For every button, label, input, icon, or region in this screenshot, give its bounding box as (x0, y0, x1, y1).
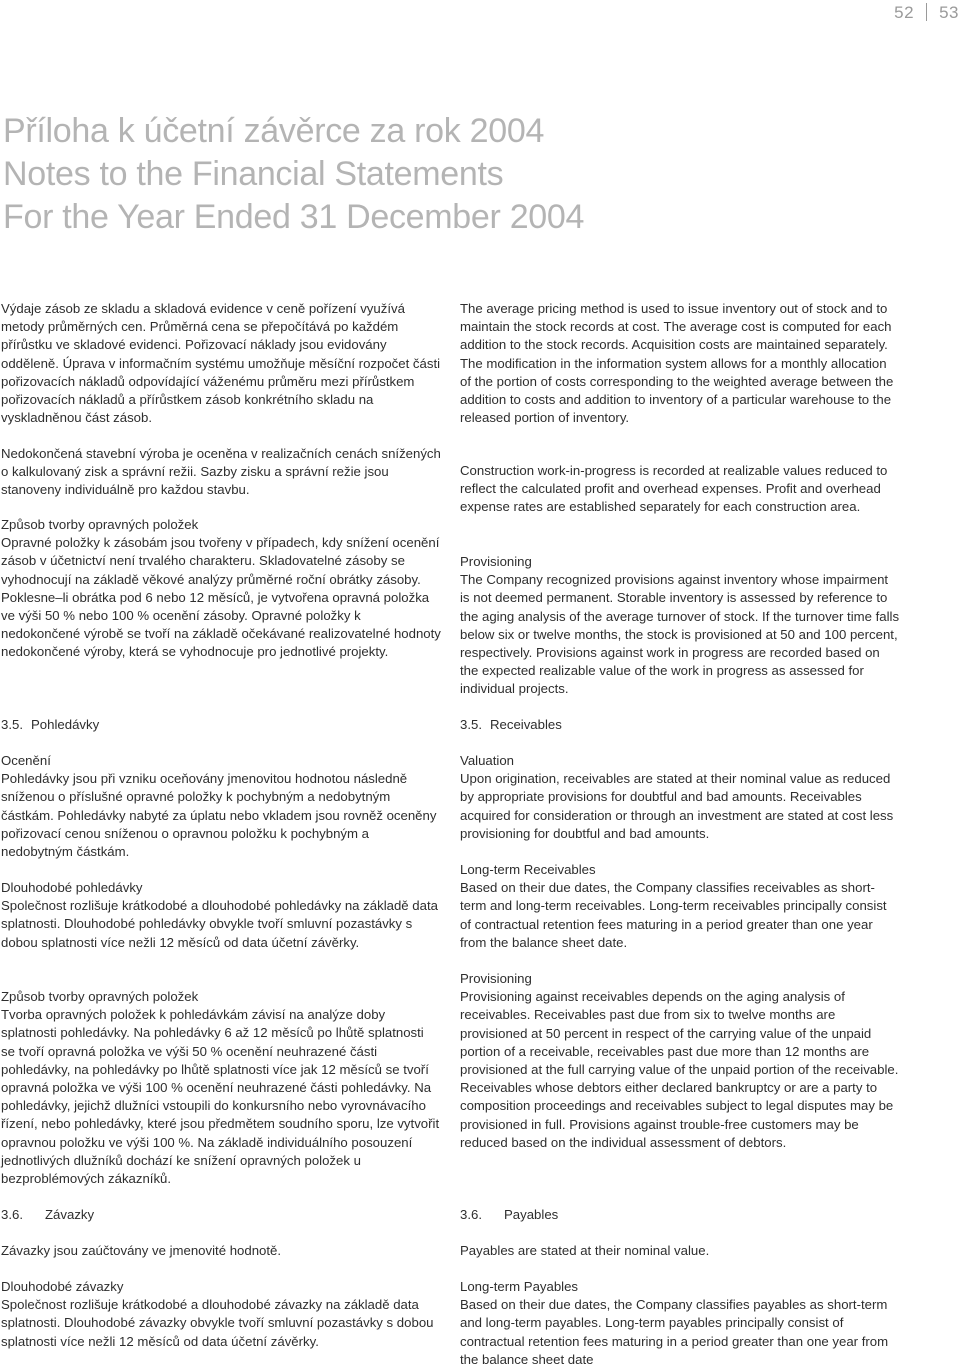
cz-inventory-provisions-heading: Způsob tvorby opravných položek (1, 517, 199, 532)
page-numbers (894, 3, 959, 23)
title-line-english: Notes to the Financial Statements (3, 155, 504, 193)
en-long-term-payables-text: Based on their due dates, the Company classifies payables as short-term and long-term payables. Long-term payables principally consist of contractual retention fees maturing in a period greater than one year from the balance sheet date (460, 1297, 889, 1367)
en-inventory-provisions-heading: Provisioning (460, 554, 532, 569)
en-payables-paragraph: Payables are stated at their nominal value. (460, 1243, 710, 1258)
en-inventory-provisions-text: The Company recognized provisions against inventory whose impairment is not deemed permanent. Storable inventory is assessed by reference to the aging analysis of the average turnover of stock. If the turnover time falls below six or twelve months, the stock is provisioned at 50 and 100 percent, respectively. Provisions against work in progress are recorded based on the expected realizable value of the work in progress as assessed for individual projects. (460, 572, 900, 697)
en-section-3-6-heading: 3.6. Payables (460, 1207, 559, 1222)
cz-section-3-6-heading: 3.6. Závazky (1, 1207, 95, 1222)
cz-inventory-paragraph: Výdaje zásob ze skladu a skladová evidence v ceně pořízení využívá metody průměrných cen. Průměrná cena se přepočítává po každém přírůstku ve skladové evidenci. Pořizovací náklady jsou evidovány odděleně. Úprava v informačním systému umožňuje měsíční rozpočet části pořizovacích nákladů odpovídající váženému průměru mezi přírůstkem pořizovacích nákladů a přírůstkem zásob konkrétního skladu na vyskladněnou část zásob. (1, 301, 441, 426)
title-line-year: For the Year Ended 31 December 2004 (3, 198, 585, 236)
en-section-3-5-heading: 3.5. Receivables (460, 717, 562, 732)
en-long-term-payables-heading: Long-term Payables (460, 1279, 579, 1294)
cz-long-term-payables (1, 1278, 441, 1351)
en-inventory-provisions (460, 553, 900, 699)
cz-valuation-text: Pohledávky jsou při vzniku oceňovány jmenovitou hodnotou následně sníženou o příslušné opravné položky k pochybným a nedobytným částkám. Pohledávky nabyté za úplatu nebo vkladem jsou rovněž oceněny pořizovací cenou sníženou o opravnou položku k pochybným a nedobytným částkám. (1, 771, 437, 860)
en-receivables-provisions-heading: Provisioning (460, 971, 532, 986)
en-construction-paragraph: Construction work-in-progress is recorded at realizable values reduced to reflect the calculated profit and overhead expenses. Profit and overhead expense rates are established separately for each construction area. (460, 463, 888, 515)
cz-long-term-receivables (1, 879, 441, 952)
en-valuation-heading: Valuation (460, 753, 515, 768)
cz-receivables-provisions-text: Tvorba opravných položek k pohledávkám závisí na analýze doby splatnosti pohledávky. Na pohledávky 6 až 12 měsíců po lhůtě splatnosti se tvoří opravná položka ve výši 50 % ocenění neuhrazené části pohledávky, na pohledávky po lhůtě splatnosti více jak 12 měsíců se tvoří opravná položka ve výši 100 % ocenění neuhrazené části pohledávky. Na pohledávky, jejichž dlužníci vstoupili do konkursního nebo vyrovnávacího řízení, nebo pohledávky, které jsou předmětem soudního sporu, lze vytvořit opravnou položku ve výši 100 %. Na základě individuálního posouzení jednotlivých dlužníků dochází ke snížení opravných položek u bezproblémových zákazníků. (1, 1007, 440, 1187)
cz-receivables-provisions-heading: Způsob tvorby opravných položek (1, 989, 199, 1004)
cz-long-term-receivables-text: Společnost rozlišuje krátkodobé a dlouhodobé pohledávky na základě data splatnosti. Dlouhodobé pohledávky obvykle tvoří smluvní pozastávky s dobou splatnosti více nežli 12 měsíců od data účetní závěrky. (1, 898, 438, 950)
title-line-czech: Příloha k účetní závěrce za rok 2004 (3, 112, 545, 150)
cz-section-3-5-heading: 3.5. Pohledávky (1, 717, 100, 732)
cz-long-term-payables-text: Společnost rozlišuje krátkodobé a dlouhodobé závazky na základě data splatnosti. Dlouhodobé závazky obvykle tvoří smluvní pozastávky s dobou splatnosti více nežli 12 měsíců od data účetní závěrky. (1, 1297, 434, 1349)
cz-construction-paragraph: Nedokončená stavební výroba je oceněna v realizačních cenách snížených o kalkulovaný zisk a správní režii. Sazby zisku a správní režie jsou stanoveny individuálně pro každou stavbu. (1, 446, 441, 498)
en-receivables-provisions-text: Provisioning against receivables depends on the aging analysis of receivables. Receivables past due from six to twelve months are provisioned at 50 percent in respect of the carrying value of the unpaid portion of a receivable, receivables past due more than 12 months are provisioned at the full carrying value of the unpaid portion of the receivable. Receivables whose debtors either declared bankruptcy or are a party to composition proceedings and receivables subject to legal disputes may be provisioned in full. Provisions against trouble-free customers may be reduced based on the individual assessment of debtors. (460, 989, 899, 1150)
cz-payables-paragraph: Závazky jsou zaúčtovány ve jmenovité hodnotě. (1, 1243, 282, 1258)
en-valuation (460, 752, 900, 843)
cz-inventory-provisions-text: Opravné položky k zásobám jsou tvořeny v případech, kdy snížení ocenění zásob v účetnictví není trvalého charakteru. Skladovatelné zásoby se vyhodnocují na základě věkové analýzy průměrné roční obrátky zásoby. Poklesne–li obrátka pod 6 nebo 12 měsíců, je vytvořena opravná položka ve výši 50 % nebo 100 % ocenění zásoby. Opravné položky k nedokončené výrobě se tvoří na základě očekávané realizovatelné hodnoty nedokončené výroby, která se vyhodnocuje pro jednotlivé projekty. (1, 535, 441, 660)
cz-long-term-payables-heading: Dlouhodobé závazky (1, 1279, 124, 1294)
page-number-current: 52 (894, 3, 915, 22)
en-long-term-payables (460, 1278, 900, 1369)
cz-inventory-provisions (1, 516, 441, 662)
cz-long-term-receivables-heading: Dlouhodobé pohledávky (1, 880, 143, 895)
en-long-term-receivables-text: Based on their due dates, the Company classifies receivables as short-term and long-term receivables. Long-term receivables principally consist of contractual retention fees maturing in a period greater than one year from the balance sheet date. (460, 880, 887, 950)
en-receivables-provisions (460, 970, 900, 1152)
page-number-divider (926, 3, 927, 21)
en-valuation-text: Upon origination, receivables are stated at their nominal value as reduced by appropriate provisions for doubtful and bad amounts. Receivables acquired for consideration or through an investment are stated at cost less provisioning for doubtful and bad amounts. (460, 771, 894, 841)
en-long-term-receivables (460, 861, 900, 952)
cz-valuation-heading: Ocenění (1, 753, 51, 768)
page-number-next: 53 (939, 3, 959, 22)
page-title (3, 110, 584, 239)
en-inventory-paragraph: The average pricing method is used to issue inventory out of stock and to maintain the stock records at cost. The average cost is computed for each addition to the stock records. Acquisition costs are maintained separately. The modification in the information system allows for a monthly allocation of the portion of costs corresponding to the weighted average between the addition to costs and addition to inventory of a particular warehouse to the released portion of inventory. (460, 301, 894, 426)
cz-receivables-provisions (1, 988, 441, 1188)
cz-valuation (1, 752, 441, 861)
en-long-term-receivables-heading: Long-term Receivables (460, 862, 596, 877)
